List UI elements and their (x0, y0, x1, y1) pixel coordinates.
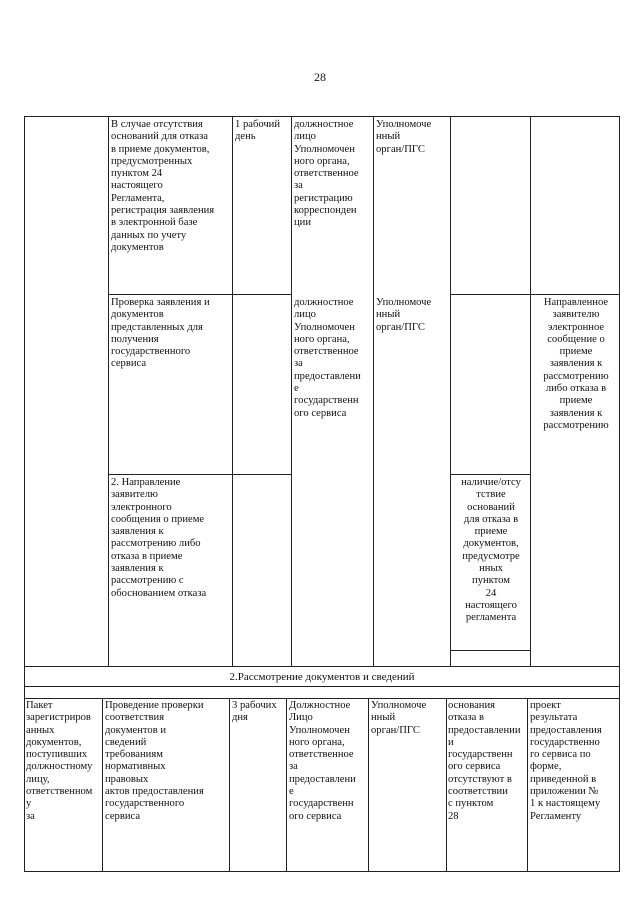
section-bottom-line (24, 686, 620, 687)
section-top-line (24, 666, 620, 667)
column-divider (232, 116, 233, 666)
row-divider (450, 650, 530, 651)
r4-place-cell: Уполномоче нный орган/ПГС (371, 700, 427, 736)
column-divider (108, 116, 109, 666)
row-divider (450, 294, 620, 295)
column-divider (368, 698, 369, 872)
r2-place-cell: Уполномоче нный орган/ПГС (376, 297, 432, 333)
r1-place-cell: Уполномоче нный орган/ПГС (376, 119, 432, 155)
r4-result-cell: проект результата предоставления государственно го сервиса по форме, приведенной в приложении № 1 к настоящему Регламенту (530, 700, 602, 822)
column-divider (446, 698, 447, 872)
r2-official-cell: должностное лицо Уполномочен ного органа, ответственное за предоставлени е государственн ого сервиса (294, 297, 361, 419)
r2-result-cell: Направленное заявителю электронное сообщение о приеме заявления к рассмотрению либо отказа в приеме заявления к рассмотрению (543, 297, 609, 431)
r1-official-cell: должностное лицо Уполномочен ного органа, ответственное за регистрацию корреспонден ции (294, 119, 359, 229)
column-divider (229, 698, 230, 872)
column-divider (450, 116, 451, 666)
procedure-table (24, 116, 620, 872)
column-divider (373, 116, 374, 666)
column-divider (102, 698, 103, 872)
row-divider (108, 294, 291, 295)
column-divider (527, 698, 528, 872)
r1-action-cell: В случае отсутствия оснований для отказа в приеме документов, предусмотренных пунктом 24 настоящего Регламента, регистрация заявления в электронной базе данных по учету документов (111, 119, 215, 253)
page-number: 28 (314, 70, 326, 84)
r4-input-cell: Пакет зарегистриров анных документов, поступивших должностному лицу, ответственном у за (26, 700, 93, 822)
column-divider (286, 698, 287, 872)
column-divider (291, 116, 292, 666)
r4-criterion-cell: основания отказа в предоставлении и государственн ого сервиса отсутствуют в соответствии с пунктом 28 (448, 700, 521, 822)
table-border-bottom (24, 871, 620, 872)
row-divider (450, 474, 530, 475)
r4-term-cell: 3 рабочих дня (232, 700, 277, 724)
row-divider (24, 698, 620, 699)
r3-criterion-cell: наличие/отсу тствие оснований для отказа в приеме документов, предусмотре нных пунктом 24 настоящего регламента (461, 477, 521, 624)
r3-action-cell: 2. Направление заявителю электронного сообщения о приеме заявления к рассмотрению либо отказа в приеме заявления к рассмотрению с обоснованием отказа (111, 477, 207, 599)
r4-action-cell: Проведение проверки соответствия документов и сведений требованиям нормативных правовых актов предоставления государственного сервиса (105, 700, 204, 822)
r2-action-cell: Проверка заявления и документов представленных для получения государственного сервиса (111, 297, 210, 370)
section-title: 2.Рассмотрение документов и сведений (229, 671, 415, 683)
r1-term-cell: 1 рабочий день (235, 119, 281, 143)
r4-official-cell: Должностное Лицо Уполномочен ного органа, ответственное за предоставлени е государственн ого сервиса (289, 700, 356, 822)
table-border-right (619, 116, 620, 872)
row-divider (108, 474, 291, 475)
column-divider (24, 116, 25, 872)
column-divider (530, 116, 531, 666)
